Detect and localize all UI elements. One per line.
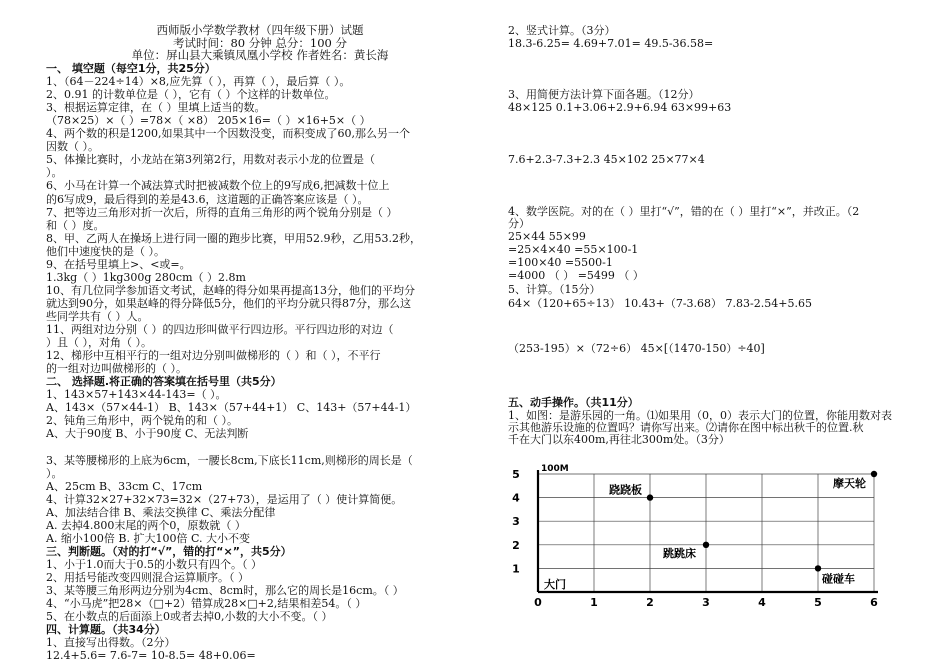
exam-title: 西师版小学数学教材（四年级下册）试题 <box>156 23 364 37</box>
question-line: 48×125 0.1+3.06+2.9+6.94 63×99+63 <box>508 101 732 114</box>
author-line: 单位：屏山县大乘镇凤凰小学校 作者姓名：黄长海 <box>131 48 389 62</box>
question-line: 些同学共有（ ）人。 <box>46 309 149 323</box>
section-heading: 四、计算题。（共34分） <box>46 623 166 637</box>
question-line: 2、竖式计算。（3分） <box>508 24 616 37</box>
question-line: 因数（ ）。 <box>46 140 99 154</box>
question-line: 1、143×57+143×44-143=（ ）。 <box>46 388 227 402</box>
question-line: 7.6+2.3-7.3+2.3 45×102 25×77×4 <box>508 153 705 166</box>
question-line: A、大于90度 B、小于90度 C、无法判断 <box>46 427 249 441</box>
y-tick-label: 5 <box>512 468 520 481</box>
question-line: 2、用括号能改变四则混合运算顺序。（ ） <box>46 570 249 584</box>
question-line: 5、计算。（15分） <box>508 283 601 296</box>
question-line: ）且（ ），对角（ ）。 <box>46 336 152 350</box>
point-marker <box>703 542 709 548</box>
question-line: =25×4×40 =55×100-1 <box>508 243 639 256</box>
point-label: 摩天轮 <box>833 477 866 490</box>
question-line: 5、体操比赛时，小龙站在第3列第2行，用数对表示小龙的位置是（ <box>46 153 375 167</box>
question-line: 4、“小马虎”把28×（□+2）错算成28×□+2,结果相差54。（ ） <box>46 597 367 611</box>
question-line: （253-195）×（72÷6） 45×[（1470-150）÷40] <box>508 342 765 355</box>
section-heading: 一、 填空题（每空1分，共25分） <box>46 62 216 75</box>
x-tick-label: 4 <box>758 596 766 609</box>
question-line: 4、两个数的积是1200,如果其中一个因数没变，而积变成了60,那么另一个 <box>46 127 410 141</box>
section-heading: 二、 选择题.将正确的答案填在括号里（共5分） <box>46 375 282 389</box>
point-marker <box>647 494 653 500</box>
question-line: 11、两组对边分别（ ）的四边形叫做平行四边形。平行四边形的对边（ <box>46 323 394 336</box>
question-line: A、加法结合律 B、乘法交换律 C、乘法分配律 <box>46 505 276 519</box>
question-line: 3、根据运算定律，在（ ）里填上适当的数。 <box>46 101 266 115</box>
question-line: 1、小于1.0而大于0.5的小数只有四个。（ ） <box>46 557 262 571</box>
point-marker <box>815 565 821 571</box>
question-line: 1.3kg（ ）1kg300g 280cm（ ）2.8m <box>46 270 246 284</box>
y-tick-label: 1 <box>512 562 520 576</box>
x-tick-label: 3 <box>702 596 710 609</box>
question-line: 1、如图：是游乐园的一角。⑴如果用（0，0）表示大门的位置，你能用数对表 <box>508 409 892 422</box>
question-line: 7、把等边三角形对折一次后，所得的直角三角形的两个锐角分别是（ ） <box>46 205 398 219</box>
question-line: 12、梯形中互相平行的一组对边分别叫做梯形的（ ）和（ ），不平行 <box>46 349 381 363</box>
question-line: 25×44 55×99 <box>508 230 586 243</box>
question-line: 就达到90分，如果赵峰的得分降低5分，他们的平均分就只得87分，那么这 <box>46 296 411 310</box>
question-line: 4、计算32×27+32×73=32×（27+73），是运用了（ ）使计算简便。 <box>46 492 403 506</box>
question-line: 12.4+5.6= 7.6-7= 10-8.5= 48+0.06= <box>46 649 256 663</box>
question-line: 3、某等腰三角形两边分别为4cm、8cm时，那么它的周长是16cm。（ ） <box>46 584 404 597</box>
question-line: =4000 （ ） =5499 （ ） <box>508 269 644 282</box>
question-line: 5、在小数点的后面添上0或者去掉0,小数的大小不变。（ ） <box>46 610 333 624</box>
point-label: 大门 <box>544 578 566 591</box>
question-line: 4、数学医院。对的在（ ）里打“√”，错的在（ ）里打“×”，并改正。（2 <box>508 205 860 218</box>
x-tick-label: 2 <box>646 596 654 609</box>
question-line: 和（ ）度。 <box>46 218 105 232</box>
question-line: 10、有几位同学参加语文考试，赵峰的得分如果再提高13分，他们的平均分 <box>46 283 415 297</box>
point-label: 碰碰车 <box>822 572 855 586</box>
question-line: 示其他游乐设施的位置吗？请你写出来。⑵请你在图中标出秋千的位置.秋 <box>508 421 864 434</box>
question-line: 3、用简便方法计算下面各题。（12分） <box>508 88 700 101</box>
question-line: 1、（64－224÷14）×8,应先算（ ），再算（ ），最后算（ ）。 <box>46 75 351 89</box>
question-line: 的一组对边叫做梯形的（ ）。 <box>46 362 187 376</box>
question-line: 他们中速度快的是（ ）。 <box>46 244 165 258</box>
x-tick-label: 1 <box>590 596 598 609</box>
y-tick-label: 4 <box>512 491 520 505</box>
question-line: 2、钝角三角形中，两个锐角的和（ ）。 <box>46 414 238 428</box>
question-line: A、143×（57×44-1） B、143×（57+44+1） C、143+（57+44-1） <box>46 401 417 415</box>
question-line: 64×（120+65÷13） 10.43+（7-3.68） 7.83-2.54+5.65 <box>508 297 812 310</box>
question-line: 8、甲、乙两人在操场上进行同一圈的跑步比赛，甲用52.9秒，乙用53.2秒， <box>46 231 421 245</box>
question-line: A. 缩小100倍 B. 扩大100倍 C. 大小不变 <box>46 531 251 545</box>
exam-time-line: 考试时间：80 分钟 总分：100 分 <box>172 36 348 50</box>
question-line: ）。 <box>46 466 63 480</box>
question-line: =100×40 =5500-1 <box>508 256 613 269</box>
question-line: 1、直接写出得数。（2分） <box>46 636 176 650</box>
question-line: A. 去掉4.800末尾的两个0，原数就（ ） <box>46 518 246 532</box>
question-line: 3、某等腰梯形的上底为6cm，一腰长8cm,下底长11cm,则梯形的周长是（ <box>46 453 413 467</box>
question-line: （78×25）×（ ）=78×（ ×8） 205×16=（ ）×16+5×（ ） <box>46 114 371 128</box>
question-line: 2、0.91 的计数单位是（ ），它有（ ）个这样的计数单位。 <box>46 88 336 102</box>
x-tick-label: 6 <box>870 596 878 609</box>
question-line: 9、在括号里填上>、<或=。 <box>46 257 191 271</box>
section-heading: 五、动手操作。（共11分） <box>508 396 639 409</box>
question-line: ）。 <box>46 166 63 180</box>
question-line: A、25cm B、33cm C、17cm <box>46 479 203 493</box>
point-label: 跳跳床 <box>663 546 696 560</box>
y-tick-label: 2 <box>512 538 520 552</box>
park-coordinate-chart <box>508 464 888 620</box>
unit-label: 100M <box>541 464 569 474</box>
point-marker <box>871 471 877 477</box>
question-line: 18.3-6.25= 4.69+7.01= 49.5-36.58= <box>508 37 714 50</box>
y-tick-label: 3 <box>512 515 520 529</box>
question-line: 千在大门以东400m,再往北300m处。（3分） <box>508 433 730 446</box>
x-tick-label: 0 <box>534 596 542 609</box>
question-line: 6、小马在计算一个减法算式时把被减数个位上的9写成6,把减数十位上 <box>46 179 390 193</box>
x-tick-label: 5 <box>814 596 822 609</box>
point-label: 跷跷板 <box>609 483 642 497</box>
question-line: 的6写成9，最后得到的差是43.6，这道题的正确答案应该是（ ）。 <box>46 192 369 206</box>
section-heading: 三、判断题。（对的打“√”，错的打“×”，共5分） <box>46 544 292 558</box>
question-line: 分） <box>508 217 530 230</box>
